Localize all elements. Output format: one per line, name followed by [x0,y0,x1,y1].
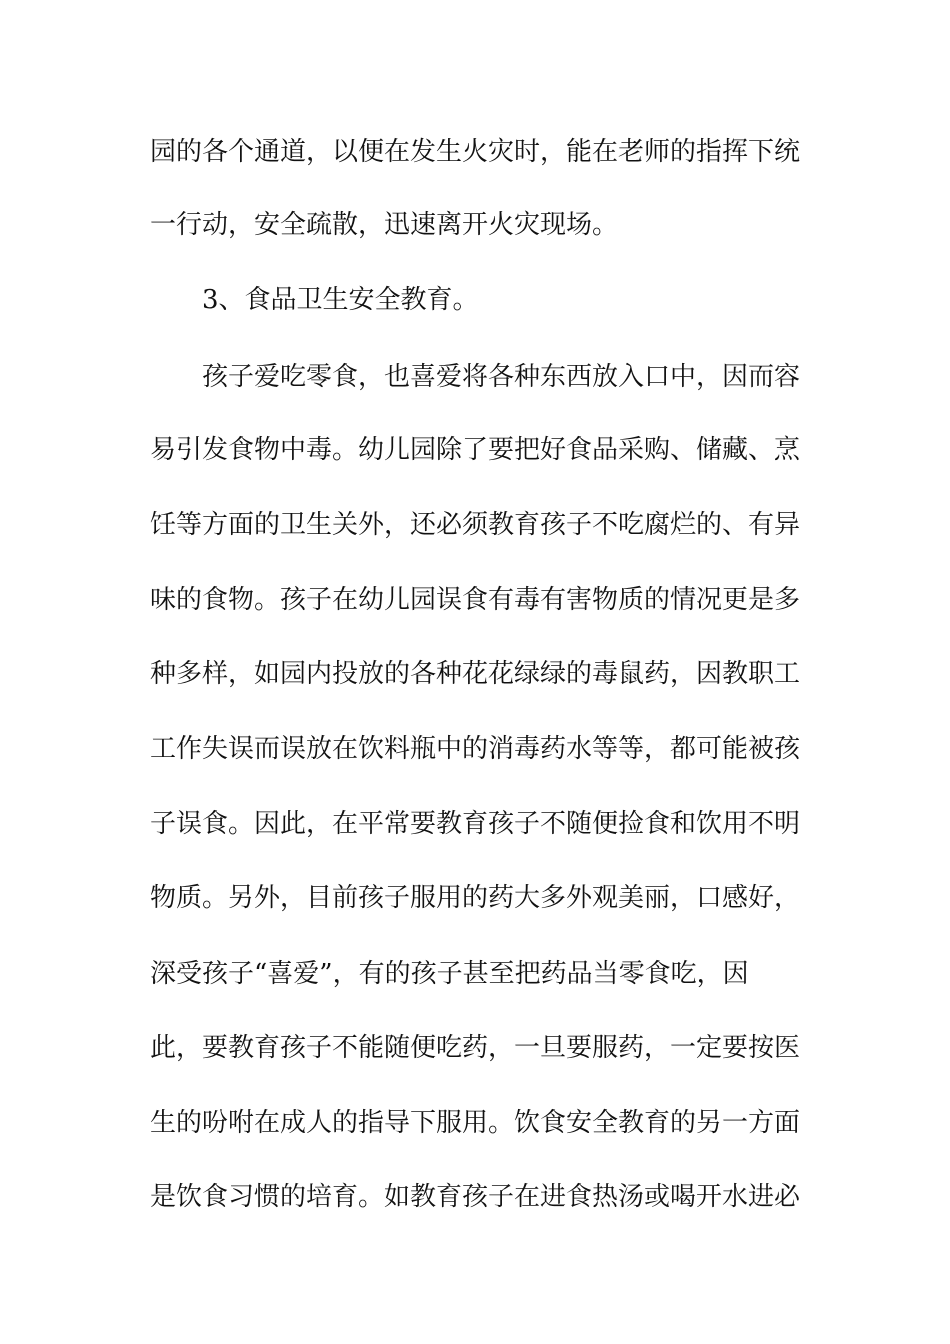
text-line: 生的吩咐在成人的指导下服用。饮食安全教育的另一方面 [150,1108,801,1138]
text-line: 深受孩子“喜爱”，有的孩子甚至把药品当零食吃，因 [150,959,749,989]
text-line: 工作失误而误放在饮料瓶中的消毒药水等等，都可能被孩 [150,734,801,764]
text-line: 子误食。因此，在平常要教育孩子不随便捡食和饮用不明 [150,809,801,839]
text-line: 孩子爱吃零食，也喜爱将各种东西放入口中，因而容 [202,362,801,392]
text-line: 此，要教育孩子不能随便吃药，一旦要服药，一定要按医 [150,1033,801,1063]
section-heading: 3、食品卫生安全教育。 [202,285,479,315]
text-line: 味的食物。孩子在幼儿园误食有毒有害物质的情况更是多 [150,585,801,615]
text-line: 饪等方面的卫生关外，还必须教育孩子不吃腐烂的、有异 [150,510,801,540]
text-line: 种多样，如园内投放的各种花花绿绿的毒鼠药，因教职工 [150,659,801,689]
text-line: 一行动，安全疏散，迅速离开火灾现场。 [150,210,619,240]
text-line: 物质。另外，目前孩子服用的药大多外观美丽，口感好， [150,883,801,913]
text-line: 易引发食物中毒。幼儿园除了要把好食品采购、储藏、烹 [150,435,801,465]
text-line: 是饮食习惯的培育。如教育孩子在进食热汤或喝开水进必 [150,1182,801,1212]
text-line: 园的各个通道，以便在发生火灾时，能在老师的指挥下统 [150,137,801,167]
